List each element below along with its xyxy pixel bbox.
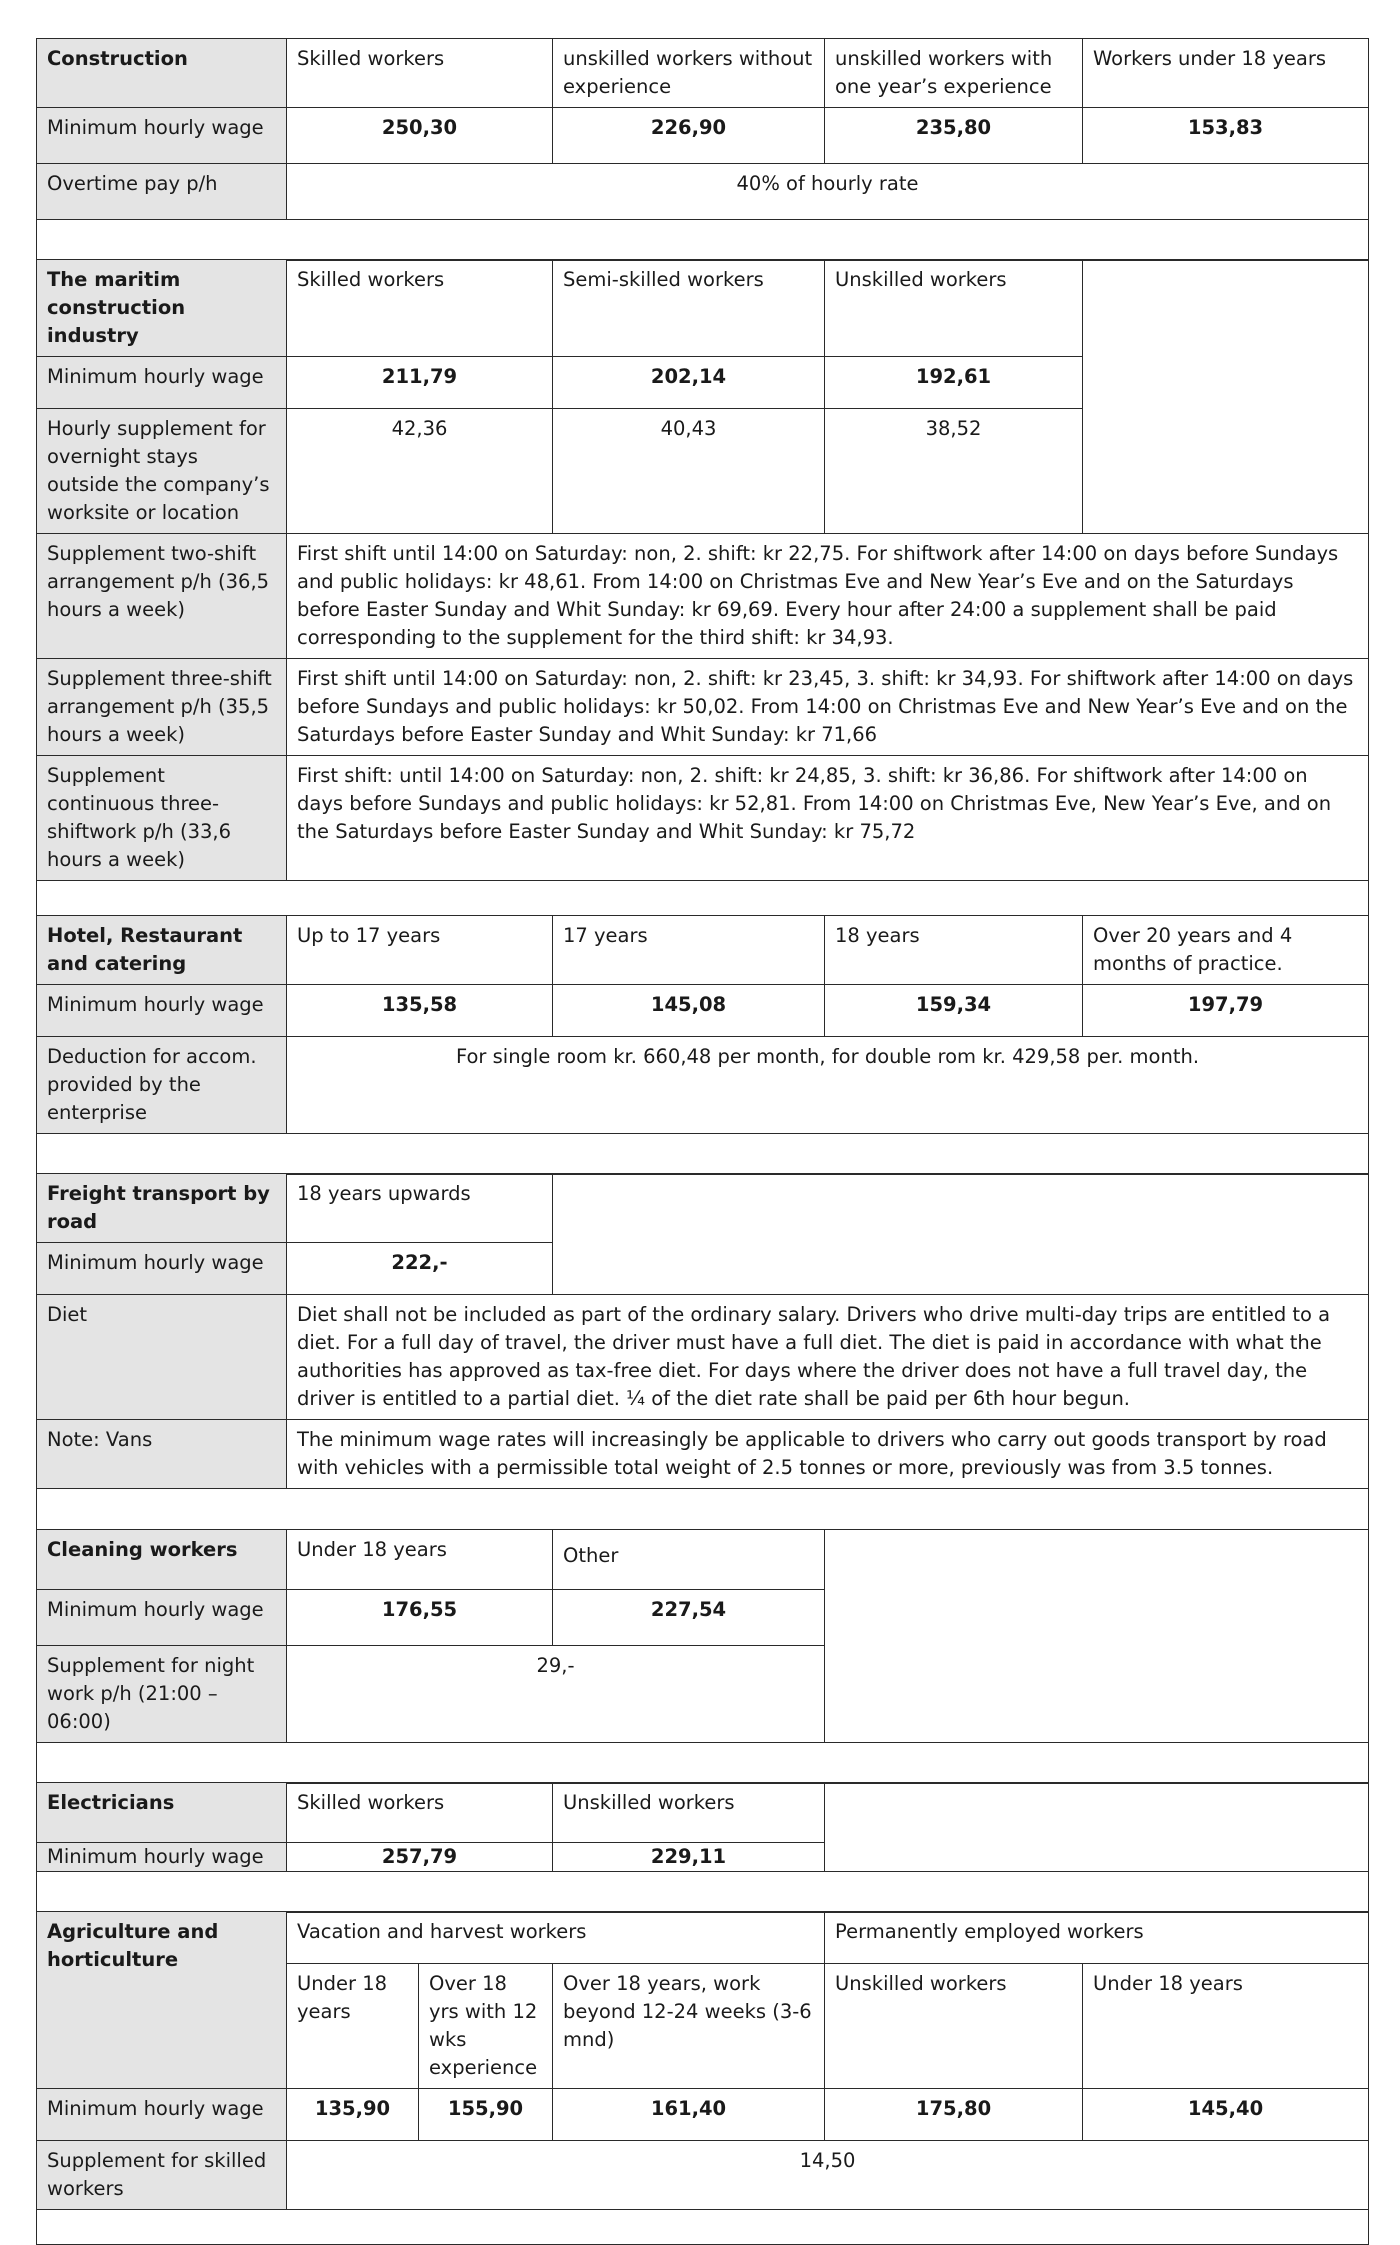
vans-text: The minimum wage rates will increasingly be applicable to drivers who carry out goods transport by road with vehicles with a permissible total weight of 2.5 tonnes or more, previously was from 3.5 tonnes. <box>287 1420 1369 1489</box>
supplement-value: 40,43 <box>553 409 825 534</box>
wage-value: 250,30 <box>287 108 553 164</box>
spacer <box>37 220 1369 261</box>
row-label: Minimum hourly wage <box>37 108 287 164</box>
freight-table <box>36 1173 1369 1530</box>
continuous-shift-text: First shift: until 14:00 on Saturday: non, 2. shift: kr 24,85, 3. shift: kr 36,86. For shiftwork after 14:00 on days before Sundays and public holidays: kr 52,81. From 14:00 on Christmas Eve, New Year’s Eve, and on the Saturdays before Easter Sunday and Whit Sunday: kr 75,72 <box>287 756 1369 881</box>
row-label: Diet <box>37 1295 287 1420</box>
row-label: Supplement three-shift arrangement p/h (35,5 hours a week) <box>37 659 287 756</box>
row-label: Minimum hourly wage <box>37 2089 287 2141</box>
col-header: Skilled workers <box>287 1783 553 1843</box>
col-header: Skilled workers <box>287 39 553 108</box>
empty-cell <box>553 1174 1369 1295</box>
col-header: Under 18 years <box>287 1964 419 2089</box>
empty-cell <box>825 1783 1369 1872</box>
electricians-table <box>36 1782 1369 1913</box>
wage-value: 235,80 <box>825 108 1083 164</box>
wage-value: 155,90 <box>419 2089 553 2141</box>
row-label: Supplement for skilled workers <box>37 2141 287 2210</box>
row-label: Deduction for accom. provided by the enterprise <box>37 1036 287 1133</box>
col-header: Other <box>553 1529 825 1589</box>
col-header: Unskilled workers <box>825 1964 1083 2089</box>
skilled-supplement-value: 14,50 <box>287 2141 1369 2210</box>
section-title-cleaning: Cleaning workers <box>37 1529 287 1589</box>
col-header: Up to 17 years <box>287 915 553 984</box>
wage-value: 211,79 <box>287 357 553 409</box>
col-header: 18 years <box>825 915 1083 984</box>
section-title-agriculture: Agriculture and horticulture <box>37 1912 287 2089</box>
deduction-text: For single room kr. 660,48 per month, for double rom kr. 429,58 per. month. <box>287 1036 1369 1133</box>
maritime-table <box>36 259 1369 916</box>
col-header: unskilled workers without experience <box>553 39 825 108</box>
empty-cell <box>1083 260 1369 534</box>
three-shift-text: First shift until 14:00 on Saturday: non, 2. shift: kr 23,45, 3. shift: kr 34,93. For shiftwork after 14:00 on days before Sundays and public holidays: kr 50,02. From 14:00 on Christmas Eve and New Year’s Eve and on the Saturdays before Easter Sunday and Whit Sunday: kr 71,66 <box>287 659 1369 756</box>
wage-value: 159,34 <box>825 984 1083 1036</box>
row-label: Supplement for night work p/h (21:00 – 06:00) <box>37 1645 287 1742</box>
supplement-value: 42,36 <box>287 409 553 534</box>
row-label: Supplement continuous three-shiftwork p/h (33,6 hours a week) <box>37 756 287 881</box>
section-title-hotel: Hotel, Restaurant and catering <box>37 915 287 984</box>
hotel-table <box>36 915 1369 1175</box>
wage-value: 135,90 <box>287 2089 419 2141</box>
row-label: Minimum hourly wage <box>37 1243 287 1295</box>
section-title-construction: Construction <box>37 39 287 108</box>
col-header: 18 years upwards <box>287 1174 553 1243</box>
col-header: Skilled workers <box>287 260 553 357</box>
wage-value: 135,58 <box>287 984 553 1036</box>
wage-value: 226,90 <box>553 108 825 164</box>
wage-value: 257,79 <box>287 1843 553 1872</box>
row-label: Minimum hourly wage <box>37 984 287 1036</box>
wage-value: 176,55 <box>287 1589 553 1645</box>
spacer <box>37 1742 1369 1783</box>
row-label: Note: Vans <box>37 1420 287 1489</box>
wage-value: 192,61 <box>825 357 1083 409</box>
spacer <box>37 1489 1369 1530</box>
wage-value: 161,40 <box>553 2089 825 2141</box>
section-title-maritime: The maritim construction industry <box>37 260 287 357</box>
two-shift-text: First shift until 14:00 on Saturday: non, 2. shift: kr 22,75. For shiftwork after 14:00 on days before Sundays and public holidays: kr 48,61. From 14:00 on Christmas Eve and New Year’s Eve and on the Saturdays before Easter Sunday and Whit Sunday: kr 69,69. Every hour after 24:00 a supplement shall be paid corresponding to the supplement for the third shift: kr 34,93. <box>287 534 1369 659</box>
spacer <box>37 2210 1369 2245</box>
col-header: Over 18 years, work beyond 12-24 weeks (3-6 mnd) <box>553 1964 825 2089</box>
spacer <box>37 1872 1369 1913</box>
wage-value: 202,14 <box>553 357 825 409</box>
col-header: Under 18 years <box>287 1529 553 1589</box>
row-label: Overtime pay p/h <box>37 164 287 220</box>
wage-value: 229,11 <box>553 1843 825 1872</box>
section-title-freight: Freight transport by road <box>37 1174 287 1243</box>
wage-value: 153,83 <box>1083 108 1369 164</box>
agriculture-table <box>36 1911 1369 2245</box>
col-header: Workers under 18 years <box>1083 39 1369 108</box>
supplement-value: 38,52 <box>825 409 1083 534</box>
section-title-electricians: Electricians <box>37 1783 287 1843</box>
col-header: Over 20 years and 4 months of practice. <box>1083 915 1369 984</box>
col-header: 17 years <box>553 915 825 984</box>
wage-document <box>36 38 1368 2245</box>
overtime-value: 40% of hourly rate <box>287 164 1369 220</box>
spacer <box>37 1133 1369 1174</box>
col-header: unskilled workers with one year’s experience <box>825 39 1083 108</box>
spacer <box>37 881 1369 916</box>
group-header: Permanently employed workers <box>825 1912 1369 1964</box>
group-header: Vacation and harvest workers <box>287 1912 825 1964</box>
row-label: Supplement two-shift arrangement p/h (36,5 hours a week) <box>37 534 287 659</box>
wage-value: 222,- <box>287 1243 553 1295</box>
wage-value: 175,80 <box>825 2089 1083 2141</box>
wage-value: 145,40 <box>1083 2089 1369 2141</box>
col-header: Under 18 years <box>1083 1964 1369 2089</box>
col-header: Over 18 yrs with 12 wks experience <box>419 1964 553 2089</box>
wage-value: 227,54 <box>553 1589 825 1645</box>
col-header: Unskilled workers <box>825 260 1083 357</box>
cleaning-table <box>36 1529 1369 1784</box>
empty-cell <box>825 1529 1369 1742</box>
night-supplement-value: 29,- <box>287 1645 825 1742</box>
col-header: Semi-skilled workers <box>553 260 825 357</box>
row-label: Minimum hourly wage <box>37 1589 287 1645</box>
row-label: Minimum hourly wage <box>37 357 287 409</box>
col-header: Unskilled workers <box>553 1783 825 1843</box>
wage-value: 197,79 <box>1083 984 1369 1036</box>
diet-text: Diet shall not be included as part of the ordinary salary. Drivers who drive multi-day trips are entitled to a diet. For a full day of travel, the driver must have a full diet. The diet is paid in accordance with what the authorities has approved as tax-free diet. For days where the driver does not have a full travel day, the driver is entitled to a partial diet. ¼ of the diet rate shall be paid per 6th hour begun. <box>287 1295 1369 1420</box>
row-label: Hourly supplement for overnight stays outside the company’s worksite or location <box>37 409 287 534</box>
wage-value: 145,08 <box>553 984 825 1036</box>
row-label: Minimum hourly wage <box>37 1843 287 1872</box>
construction-table <box>36 38 1369 261</box>
